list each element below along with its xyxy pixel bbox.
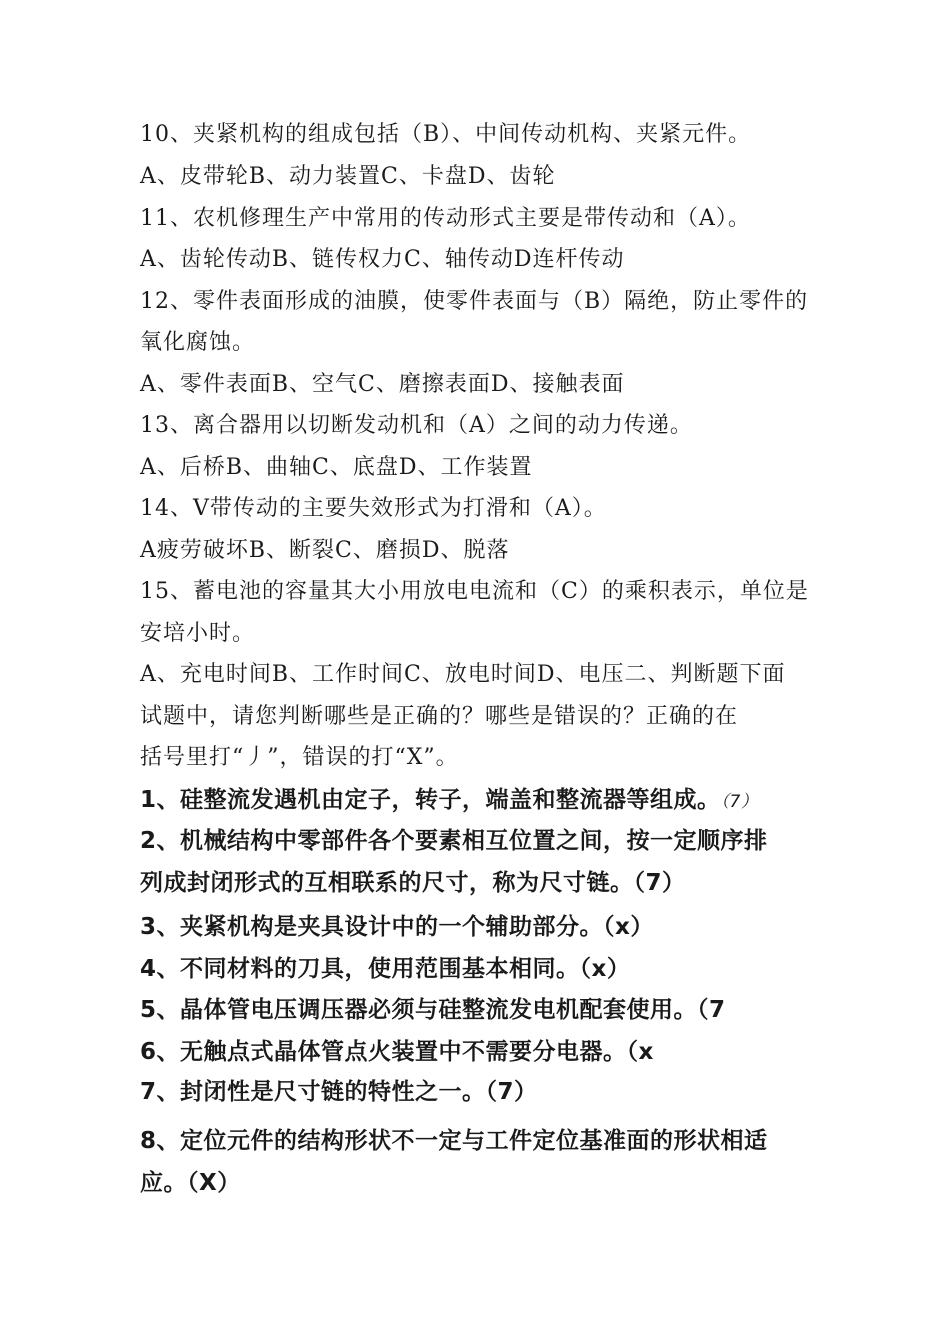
question-11-options: A、齿轮传动B、链传权力C、轴传动D连杆传动	[140, 247, 625, 272]
judgment-2-line1: 2、机械结构中零部件各个要素相互位置之间，按一定顺序排	[140, 828, 768, 854]
judgment-8-line1: 8、定位元件的结构形状不一定与工件定位基准面的形状相适	[140, 1128, 768, 1154]
judgment-6: 6、无触点式晶体管点火装置中不需要分电器。（x	[140, 1039, 654, 1065]
judgment-2-line2: 列成封闭形式的互相联系的尺寸，称为尺寸链。（7）	[140, 870, 686, 896]
judgment-1-mark: （7）	[720, 792, 759, 812]
question-15-options: A、充电时间B、工作时间C、放电时间D、电压二、判断题下面	[140, 662, 786, 687]
judgment-8-line2: 应。（X）	[140, 1170, 241, 1196]
question-14-stem: 14、V带传动的主要失效形式为打滑和（A）。	[140, 496, 607, 521]
section-2-intro-line3: 括号里打“丿”，错误的打“X”。	[140, 745, 459, 770]
question-13-stem: 13、离合器用以切断发动机和（A）之间的动力传递。	[140, 413, 693, 438]
question-13-options: A、后桥B、曲轴C、底盘D、工作装置	[140, 455, 533, 480]
section-2-intro-line2: 试题中，请您判断哪些是正确的？哪些是错误的？正确的在	[140, 704, 739, 729]
question-12-stem-line2: 氧化腐蚀。	[140, 330, 256, 355]
question-11-stem: 11、农机修理生产中常用的传动形式主要是带传动和（A）。	[140, 206, 751, 231]
judgment-1-text: 1、硅整流发遇机由定子，转子，端盖和整流器等组成。	[140, 787, 721, 813]
question-12-stem-line1: 12、零件表面形成的油膜，使零件表面与（B）隔绝，防止零件的	[140, 289, 809, 314]
judgment-4: 4、不同材料的刀具，使用范围基本相同。（x）	[140, 956, 631, 982]
judgment-7: 7、封闭性是尺寸链的特性之一。（7）	[140, 1079, 538, 1105]
judgment-5: 5、晶体管电压调压器必须与硅整流发电机配套使用。（7	[140, 997, 726, 1023]
judgment-3: 3、夹紧机构是夹具设计中的一个辅助部分。（x）	[140, 914, 654, 940]
question-15-stem-line1: 15、蓄电池的容量其大小用放电电流和（C）的乘积表示，单位是	[140, 579, 809, 604]
question-12-options: A、零件表面B、空气C、磨擦表面D、接触表面	[140, 372, 625, 397]
question-15-stem-line2: 安培小时。	[140, 621, 256, 646]
question-10-options: A、皮带轮B、动力装置C、卡盘D、齿轮	[140, 164, 556, 189]
question-10-stem: 10、夹紧机构的组成包括（B）、中间传动机构、夹紧元件。	[140, 122, 752, 147]
question-14-options: A疲劳破坏B、断裂C、磨损D、脱落	[140, 538, 510, 563]
judgment-1	[140, 786, 758, 816]
